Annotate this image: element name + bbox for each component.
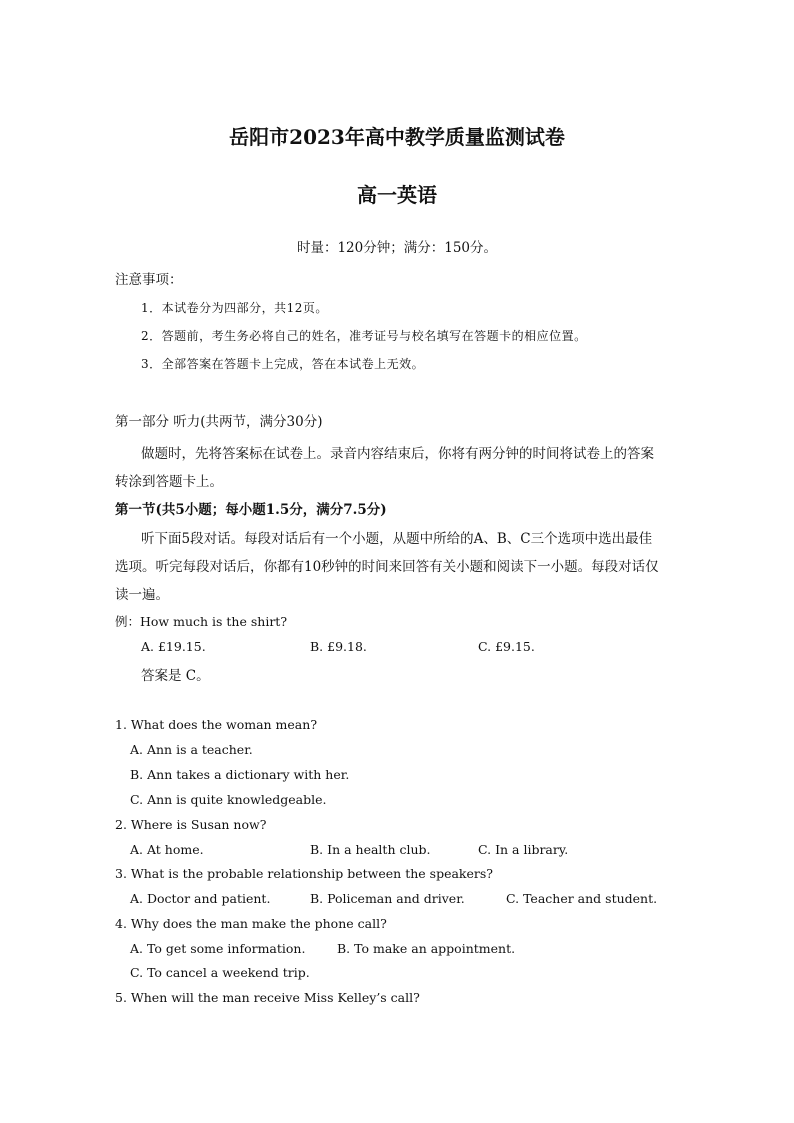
question-stem: 4. Why does the man make the phone call? xyxy=(115,916,387,931)
question-stem: 1. What does the woman mean? xyxy=(115,717,318,732)
exam-subject: 高一英语 xyxy=(357,183,437,207)
question-option: C. Teacher and student. xyxy=(506,891,658,906)
section1-intro-line: 读一遍。 xyxy=(115,587,169,603)
section1-intro-line: 选项。听完每段对话后，你都有10秒钟的时间来回答有关小题和阅读下一小题。每段对话仅 xyxy=(115,559,659,575)
question-option: B. Ann takes a dictionary with her. xyxy=(130,767,350,782)
part1-heading: 第一部分 听力(共两节，满分30分) xyxy=(115,414,323,430)
example-answer: 答案是 C。 xyxy=(141,668,210,684)
time-and-score: 时量：120分钟；满分：150分。 xyxy=(296,240,498,256)
section1-intro-line: 听下面5段对话。每段对话后有一个小题，从题中所给的A、B、C三个选项中选出最佳 xyxy=(141,531,653,547)
part1-intro-line: 做题时，先将答案标在试卷上。录音内容结束后，你将有两分钟的时间将试卷上的答案 xyxy=(141,446,654,462)
question-option: A. Doctor and patient. xyxy=(130,891,271,906)
question-option: B. In a health club. xyxy=(310,842,431,857)
note-item: 2．答题前，考生务必将自己的姓名，准考证号与校名填写在答题卡的相应位置。 xyxy=(141,329,587,343)
notes-heading: 注意事项： xyxy=(115,272,183,288)
question-option: B. To make an appointment. xyxy=(337,941,516,956)
example-question: 例：How much is the shirt? xyxy=(115,614,288,629)
question-option: B. Policeman and driver. xyxy=(310,891,465,906)
example-option: A. £19.15. xyxy=(141,639,206,654)
question-option: A. At home. xyxy=(130,842,204,857)
question-option: C. Ann is quite knowledgeable. xyxy=(130,792,327,807)
note-item: 1．本试卷分为四部分，共12页。 xyxy=(141,301,328,315)
question-stem: 5. When will the man receive Miss Kelley’s call? xyxy=(115,990,420,1005)
example-option: C. £9.15. xyxy=(478,639,535,654)
question-option: A. To get some information. xyxy=(130,941,306,956)
section1-heading: 第一节(共5小题；每小题1.5分，满分7.5分) xyxy=(115,502,387,518)
part1-intro-line: 转涂到答题卡上。 xyxy=(115,474,223,490)
question-stem: 3. What is the probable relationship between the speakers? xyxy=(115,866,493,881)
question-option: A. Ann is a teacher. xyxy=(130,742,253,757)
question-option: C. In a library. xyxy=(478,842,569,857)
question-option: C. To cancel a weekend trip. xyxy=(130,965,310,980)
note-item: 3．全部答案在答题卡上完成，答在本试卷上无效。 xyxy=(141,357,425,371)
exam-title: 岳阳市2023年高中教学质量监测试卷 xyxy=(229,125,565,149)
example-option: B. £9.18. xyxy=(310,639,367,654)
question-stem: 2. Where is Susan now? xyxy=(115,817,267,832)
